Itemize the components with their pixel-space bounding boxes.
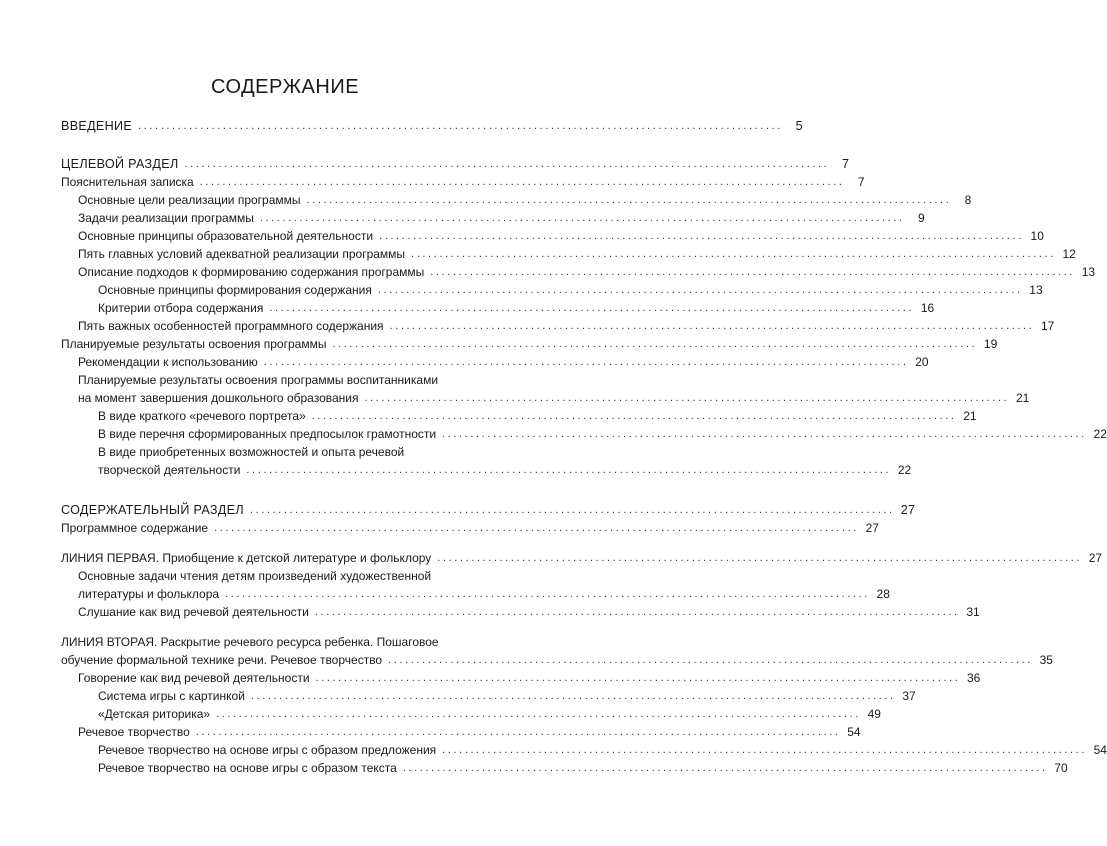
toc-entry[interactable]	[61, 245, 1076, 263]
dot-leader: ..................................................................................................................	[315, 672, 961, 684]
toc-entry[interactable]	[61, 705, 881, 723]
toc-entry-title: ЦЕЛЕВОЙ РАЗДЕЛ	[61, 157, 179, 171]
toc-entry-page: 21	[1015, 391, 1030, 405]
toc-entry-page: 5	[795, 119, 803, 133]
toc-entry-page: 7	[857, 175, 865, 189]
dot-leader: ..................................................................................................................	[364, 392, 1010, 404]
toc-entry-page: 54	[1093, 743, 1107, 757]
toc-entry-title: Описание подходов к формированию содержания программы	[78, 265, 425, 279]
dot-leader: ..................................................................................................................	[249, 504, 895, 516]
toc-entry[interactable]	[61, 353, 929, 371]
toc-entry-page: 49	[867, 707, 881, 721]
toc-entry-title-line1: В виде приобретенных возможностей и опыта речевой	[98, 445, 405, 459]
dot-leader: ..................................................................................................................	[269, 302, 915, 314]
toc-entry[interactable]	[61, 759, 1068, 777]
toc-entry-page: 27	[1088, 551, 1103, 565]
toc-entry-page: 37	[902, 689, 916, 703]
dot-leader: ..................................................................................................................	[442, 744, 1087, 756]
toc-entry-page: 8	[964, 193, 972, 207]
toc-entry-page: 27	[900, 503, 916, 517]
dot-leader: ..................................................................................................................	[389, 320, 1035, 332]
toc-entry[interactable]	[61, 209, 925, 227]
dot-leader: ..................................................................................................................	[411, 248, 1056, 260]
dot-leader: ..................................................................................................................	[306, 194, 952, 206]
toc-entry-line-one[interactable]	[61, 549, 1103, 567]
toc-entry-multiline[interactable]	[61, 371, 1030, 407]
toc-entry-page: 22	[1093, 427, 1107, 441]
toc-entry-line-two[interactable]	[61, 633, 1053, 669]
toc-entry-title: Пояснительная записка	[61, 175, 194, 189]
toc-entry[interactable]	[61, 191, 972, 209]
dot-leader: ..................................................................................................................	[402, 762, 1048, 774]
toc-entry-title-line1: Основные задачи чтения детям произведений художественной	[78, 569, 432, 583]
toc-entry-title: Основные принципы формирования содержания	[98, 283, 372, 297]
dot-leader: ..................................................................................................................	[250, 690, 896, 702]
dot-leader: ..................................................................................................................	[259, 212, 905, 224]
toc-entry-title: В виде перечня сформированных предпосылок грамотности	[98, 427, 437, 441]
toc-entry-introduction[interactable]	[61, 117, 803, 135]
toc-entry-page: 21	[963, 409, 977, 423]
toc-entry-page: 27	[865, 521, 879, 535]
toc-entry-title: Задачи реализации программы	[78, 211, 254, 225]
toc-entry-title-line1: ЛИНИЯ ВТОРАЯ. Раскрытие речевого ресурса ребенка. Пошаговое	[61, 635, 439, 649]
toc-entry-title: творческой деятельности	[98, 463, 241, 477]
toc-entry[interactable]	[61, 669, 981, 687]
toc-entry-page: 54	[847, 725, 861, 739]
dot-leader: ..................................................................................................................	[379, 230, 1024, 242]
toc-entry-page: 22	[897, 463, 912, 477]
toc-entry-title: Система игры с картинкой	[98, 689, 245, 703]
toc-entry[interactable]	[61, 407, 977, 425]
toc-entry[interactable]	[61, 519, 879, 537]
dot-leader: ..................................................................................................................	[225, 588, 870, 600]
toc-entry[interactable]	[61, 425, 1107, 443]
toc-entry-title: Речевое творчество	[78, 725, 190, 739]
toc-entry-page: 20	[915, 355, 929, 369]
toc-entry-title: Критерии отбора содержания	[98, 301, 264, 315]
toc-entry[interactable]	[61, 317, 1055, 335]
dot-leader: ..................................................................................................................	[388, 654, 1033, 666]
dot-leader: ..................................................................................................................	[377, 284, 1023, 296]
toc-entry-title: В виде краткого «речевого портрета»	[98, 409, 306, 423]
toc-entry[interactable]	[61, 227, 1044, 245]
toc-entry-multiline[interactable]	[61, 443, 912, 479]
toc-entry-title-line1: Планируемые результаты освоения программы воспитанниками	[78, 373, 439, 387]
toc-entry-page: 16	[920, 301, 935, 315]
toc-entry-title: ВВЕДЕНИЕ	[61, 119, 133, 133]
toc-entry-page: 13	[1081, 265, 1096, 279]
toc-entry[interactable]	[61, 741, 1107, 759]
toc-entry[interactable]	[61, 281, 1043, 299]
dot-leader: ..................................................................................................................	[138, 120, 783, 132]
toc-entry-title: литературы и фольклора	[78, 587, 220, 601]
page-title: СОДЕРЖАНИЕ	[210, 76, 360, 98]
dot-leader: ..................................................................................................................	[246, 464, 892, 476]
toc-entry-page: 17	[1041, 319, 1055, 333]
toc-entry-page: 12	[1062, 247, 1076, 261]
toc-entry-page: 28	[876, 587, 890, 601]
toc-entry-page: 35	[1039, 653, 1053, 667]
toc-entry-title: Планируемые результаты освоения программы	[61, 337, 327, 351]
toc-entry-page: 7	[842, 157, 850, 171]
toc-entry[interactable]	[61, 723, 861, 741]
toc-entry-content-section[interactable]	[61, 501, 916, 519]
toc-entry[interactable]	[61, 299, 935, 317]
toc-entry-page: 19	[983, 337, 998, 351]
toc-entry-title: на момент завершения дошкольного образования	[78, 391, 359, 405]
dot-leader: ..................................................................................................................	[430, 266, 1076, 278]
toc-entry-page: 13	[1029, 283, 1043, 297]
toc-entry-title: «Детская риторика»	[98, 707, 211, 721]
dot-leader: ..................................................................................................................	[263, 356, 909, 368]
dot-leader: ..................................................................................................................	[311, 410, 957, 422]
toc-entry-title: Основные принципы образовательной деятельности	[78, 229, 374, 243]
toc-entry-multiline[interactable]	[61, 567, 890, 603]
toc-entry[interactable]	[61, 263, 1096, 281]
toc-entry[interactable]	[61, 335, 998, 353]
toc-entry-title: СОДЕРЖАТЕЛЬНЫЙ РАЗДЕЛ	[61, 503, 244, 517]
toc-entry[interactable]	[61, 173, 865, 191]
dot-leader: ..................................................................................................................	[184, 158, 830, 170]
toc-entry-title: Пять главных условий адекватной реализации программы	[78, 247, 406, 261]
toc-entry-title: Речевое творчество на основе игры с образом текста	[98, 761, 397, 775]
dot-leader: ..................................................................................................................	[214, 522, 859, 534]
toc-entry-title: Основные цели реализации программы	[78, 193, 301, 207]
toc-entry-page: 31	[966, 605, 980, 619]
toc-entry-page: 36	[967, 671, 981, 685]
toc-entry[interactable]	[61, 687, 916, 705]
toc-entry-page: 70	[1054, 761, 1068, 775]
toc-entry-title: Речевое творчество на основе игры с образом предложения	[98, 743, 437, 757]
toc-entry-page: 9	[917, 211, 925, 225]
toc-entry-title: ЛИНИЯ ПЕРВАЯ. Приобщение к детской литературе и фольклору	[61, 551, 432, 565]
dot-leader: ..................................................................................................................	[314, 606, 960, 618]
toc-entry-title: Рекомендации к использованию	[78, 355, 258, 369]
dot-leader: ..................................................................................................................	[442, 428, 1087, 440]
dot-leader: ..................................................................................................................	[199, 176, 845, 188]
table-of-contents	[61, 117, 1107, 777]
toc-entry-title: обучение формальной технике речи. Речевое творчество	[61, 653, 383, 667]
toc-entry-page: 10	[1030, 229, 1044, 243]
dot-leader: ..................................................................................................................	[437, 552, 1083, 564]
toc-entry-title: Программное содержание	[61, 521, 209, 535]
dot-leader: ..................................................................................................................	[216, 708, 861, 720]
toc-entry-title: Говорение как вид речевой деятельности	[78, 671, 310, 685]
toc-entry[interactable]	[61, 603, 980, 621]
dot-leader: ..................................................................................................................	[332, 338, 978, 350]
toc-entry-title: Пять важных особенностей программного содержания	[78, 319, 384, 333]
toc-entry-target-section[interactable]	[61, 155, 850, 173]
toc-entry-title: Слушание как вид речевой деятельности	[78, 605, 309, 619]
dot-leader: ..................................................................................................................	[195, 726, 841, 738]
